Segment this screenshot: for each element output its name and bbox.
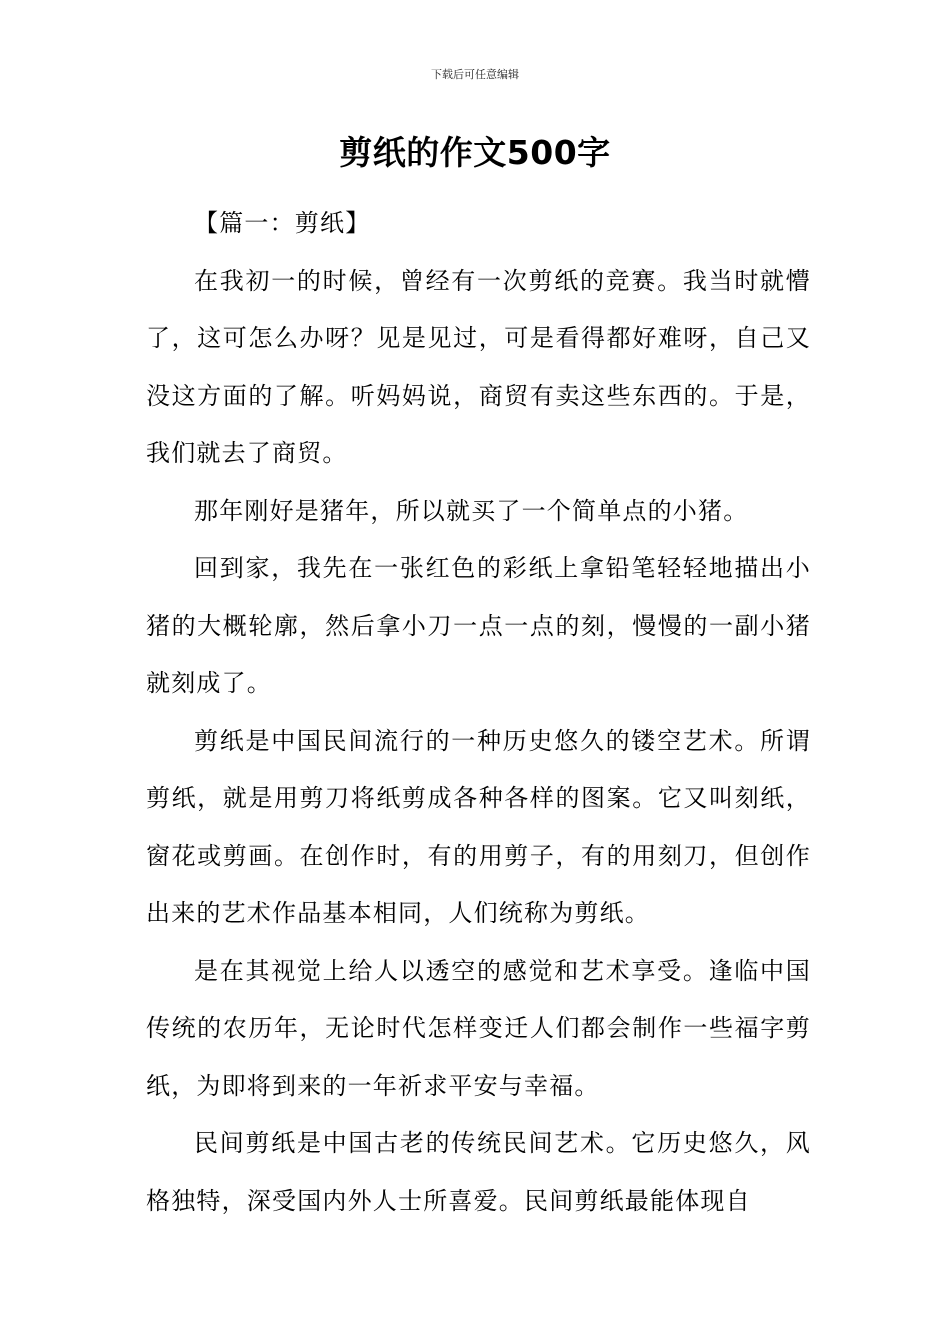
paragraph: 那年刚好是猪年，所以就买了一个简单点的小猪。 (194, 496, 749, 525)
header-note: 下载后可任意编辑 (431, 68, 519, 81)
paragraph: 剪纸是中国民间流行的一种历史悠久的镂空艺术。所谓剪纸，就是用剪刀将纸剪成各种各样的图案。它又叫刻纸，窗花或剪画。在创作时，有的用剪子，有的用刻刀，但创作出来的艺术作品基本相同，人们统称为剪纸。 (146, 726, 811, 927)
paragraph: 在我初一的时候，曾经有一次剪纸的竞赛。我当时就懵了，这可怎么办呀？见是见过，可是看得都好难呀，自己又没这方面的了解。听妈妈说，商贸有卖这些东西的。于是，我们就去了商贸。 (146, 266, 811, 467)
document-body (146, 195, 811, 1230)
paragraph: 是在其视觉上给人以透空的感觉和艺术享受。逢临中国传统的农历年，无论时代怎样变迁人们都会制作一些福字剪纸，为即将到来的一年祈求平安与幸福。 (146, 956, 811, 1100)
section-heading: 【篇一：剪纸】 (194, 209, 371, 237)
paragraph: 民间剪纸是中国古老的传统民间艺术。它历史悠久，风格独特，深受国内外人士所喜爱。民间剪纸最能体现自 (146, 1129, 811, 1215)
paragraph: 回到家，我先在一张红色的彩纸上拿铅笔轻轻地描出小猪的大概轮廓，然后拿小刀一点一点的刻，慢慢的一副小猪就刻成了。 (146, 554, 811, 697)
document-title: 剪纸的作文500字 (339, 133, 611, 172)
